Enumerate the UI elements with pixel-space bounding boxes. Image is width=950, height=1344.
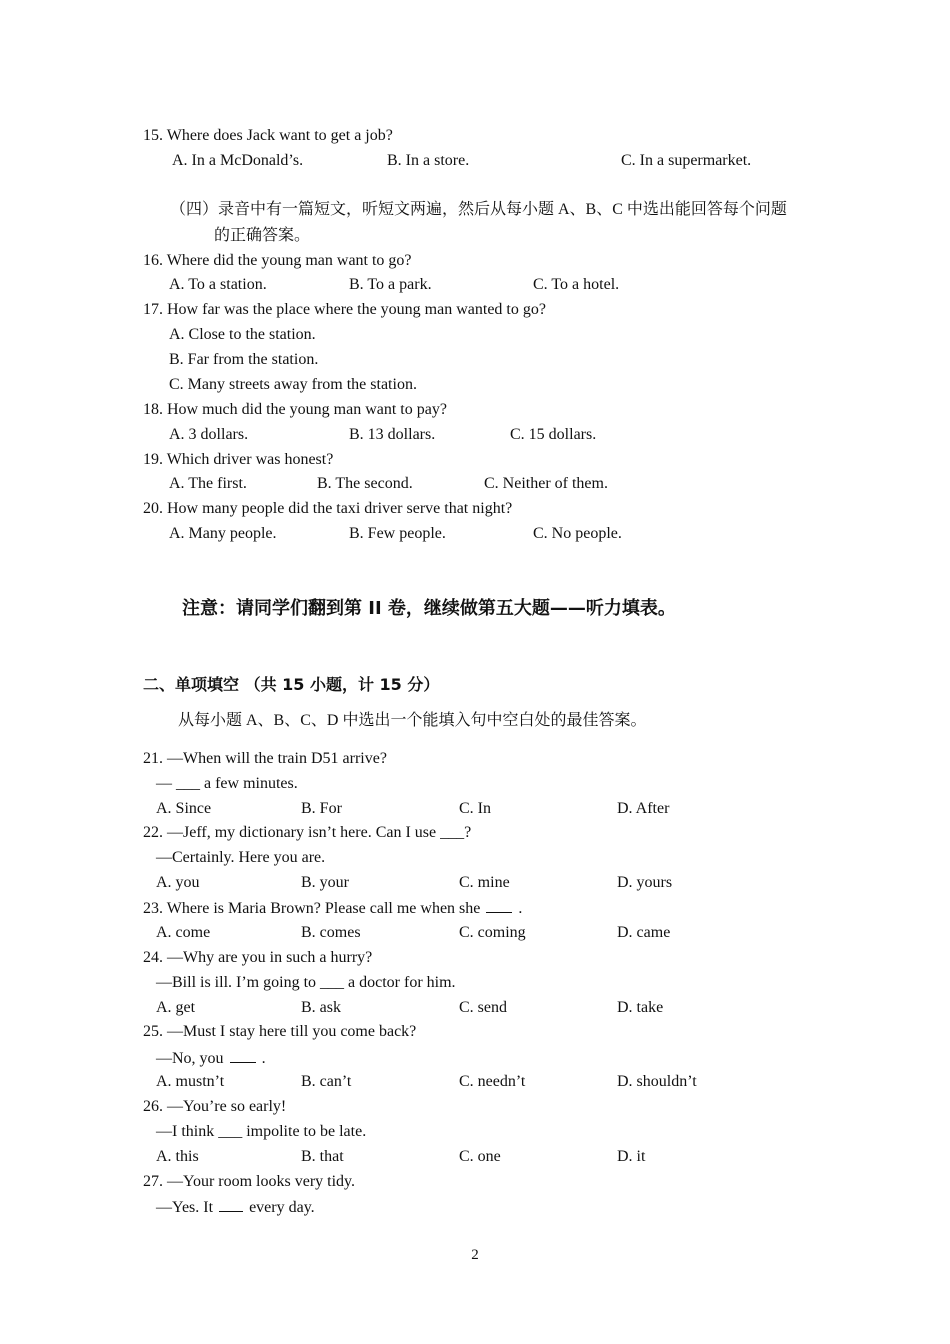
question-26-stem: 26. —You’re so early! [143,1098,287,1115]
question-24-option-a: A. get [156,999,196,1016]
question-19-option-a: A. The first. [169,475,247,492]
question-26-option-c: C. one [459,1148,501,1165]
question-25-stem: 25. —Must I stay here till you come back? [143,1023,417,1040]
section-2-title: 二、单项填空 （共 15 小题，计 15 分） [143,675,440,694]
question-26-option-a: A. this [156,1148,199,1165]
question-17-stem: 17. How far was the place where the young man wanted to go? [143,301,546,318]
question-23-text: 23. Where is Maria Brown? Please call me when she [143,900,481,917]
question-21-option-d: D. After [617,800,670,817]
question-21-option-c: C. In [459,800,491,817]
question-27-response-end: every day. [249,1199,315,1216]
answer-blank [230,1048,256,1063]
question-27-response [156,1197,315,1218]
question-25-option-d: D. shouldn’t [617,1073,697,1090]
question-15-stem: 15. Where does Jack want to get a job? [143,127,393,144]
answer-blank [219,1197,243,1212]
part4-instruction: （四）录音中有一篇短文，听短文两遍，然后从每小题 A、B、C 中选出能回答每个问题 [170,201,787,218]
question-20-stem: 20. How many people did the taxi driver serve that night? [143,500,513,517]
question-23-option-a: A. come [156,924,211,941]
question-22-option-c: C. mine [459,874,510,891]
question-20-option-a: A. Many people. [169,525,277,542]
question-24-option-d: D. take [617,999,664,1016]
question-18-stem: 18. How much did the young man want to pay? [143,401,447,418]
question-23-period: . [518,900,523,917]
question-16-option-c: C. To a hotel. [533,276,620,293]
page-number: 2 [471,1247,479,1263]
question-25-option-c: C. needn’t [459,1073,526,1090]
question-23-stem [143,898,522,919]
part4-instruction-cont: 的正确答案。 [214,227,311,244]
question-16-option-b: B. To a park. [349,276,432,293]
question-19-option-b: B. The second. [317,475,413,492]
question-24-option-b: B. ask [301,999,341,1016]
question-23-option-d: D. came [617,924,671,941]
question-16-stem: 16. Where did the young man want to go? [143,252,412,269]
question-20-option-c: C. No people. [533,525,622,542]
question-23-option-b: B. comes [301,924,361,941]
question-21-response: — ___ a few minutes. [156,775,298,792]
question-23-option-c: C. coming [459,924,526,941]
question-24-response: —Bill is ill. I’m going to ___ a doctor for him. [156,974,456,991]
question-25-option-b: B. can’t [301,1073,352,1090]
question-21-option-a: A. Since [156,800,212,817]
question-17-option-c: C. Many streets away from the station. [169,376,417,393]
question-25-period: . [261,1050,266,1067]
question-18-option-a: A. 3 dollars. [169,426,249,443]
question-27-stem: 27. —Your room looks very tidy. [143,1173,356,1190]
question-26-option-d: D. it [617,1148,646,1165]
question-25-response [156,1048,266,1069]
question-20-option-b: B. Few people. [349,525,446,542]
question-27-response-text: —Yes. It [156,1199,214,1216]
question-22-response: —Certainly. Here you are. [156,849,326,866]
question-25-response-text: —No, you [156,1050,224,1067]
question-22-option-a: A. you [156,874,200,891]
question-15-option-c: C. In a supermarket. [621,152,752,169]
question-19-option-c: C. Neither of them. [484,475,608,492]
question-21-option-b: B. For [301,800,342,817]
question-17-option-a: A. Close to the station. [169,326,316,343]
question-24-option-c: C. send [459,999,507,1016]
question-22-stem: 22. —Jeff, my dictionary isn’t here. Can I use ___? [143,824,472,841]
question-18-option-b: B. 13 dollars. [349,426,436,443]
question-24-stem: 24. —Why are you in such a hurry? [143,949,373,966]
question-18-option-c: C. 15 dollars. [510,426,597,443]
question-21-stem: 21. —When will the train D51 arrive? [143,750,387,767]
question-22-option-d: D. yours [617,874,673,891]
question-15-option-a: A. In a McDonald’s. [172,152,304,169]
section-2-instruction: 从每小题 A、B、C、D 中选出一个能填入句中空白处的最佳答案。 [178,712,647,729]
question-16-option-a: A. To a station. [169,276,267,293]
question-22-option-b: B. your [301,874,349,891]
question-17-option-b: B. Far from the station. [169,351,319,368]
notice-text: 注意：请同学们翻到第 II 卷，继续做第五大题——听力填表。 [182,598,676,619]
question-25-option-a: A. mustn’t [156,1073,225,1090]
question-26-option-b: B. that [301,1148,344,1165]
question-26-response: —I think ___ impolite to be late. [156,1123,367,1140]
answer-blank [486,898,512,913]
question-19-stem: 19. Which driver was honest? [143,451,334,468]
question-15-option-b: B. In a store. [387,152,470,169]
